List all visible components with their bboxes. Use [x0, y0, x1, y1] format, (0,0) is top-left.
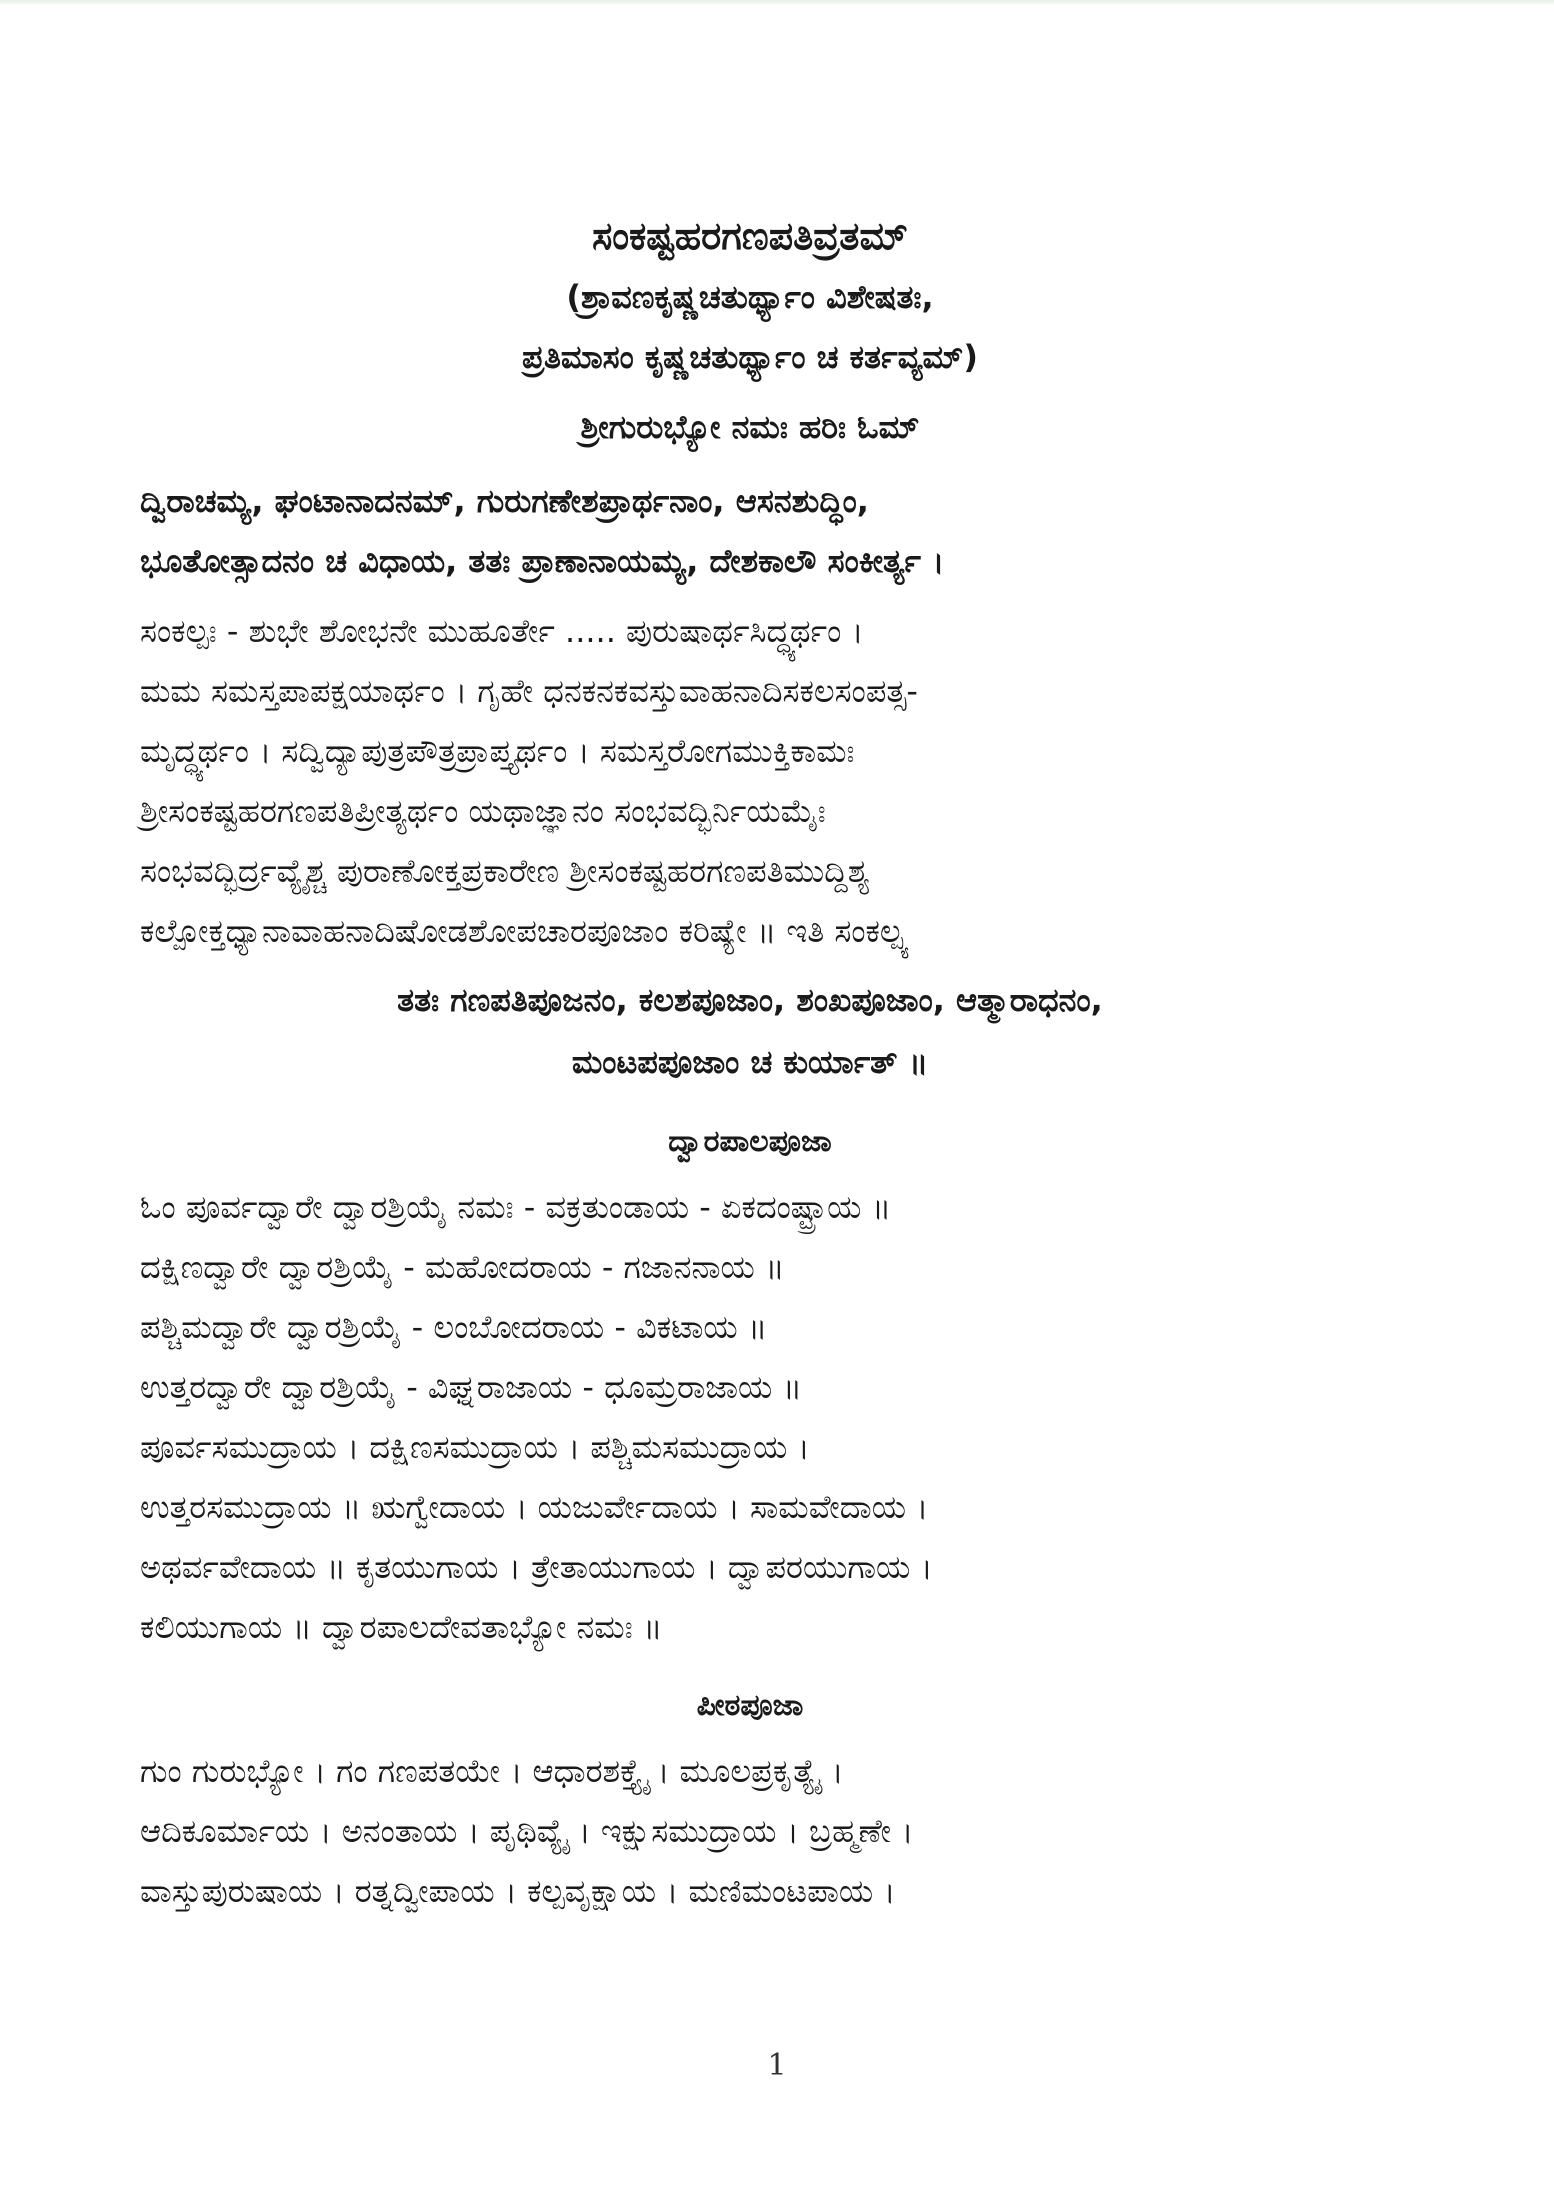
dwarapala-list: [140, 1177, 1360, 1657]
peetha-line: ಆದಿಕೂರ್ಮಾಯ । ಅನಂತಾಯ । ಪೃಥಿವ್ಯೈ । ಇಕ್ಷುಸಮುದ್ರಾಯ । ಬ್ರಹ್ಮಣೇ ।: [140, 1812, 914, 1850]
sankalpa-paragraph: [140, 601, 1360, 961]
peetha-heading: ಪೀಠಪೂಜಾ: [696, 1688, 804, 1723]
peetha-list: [140, 1741, 1360, 1921]
instruction-block: [140, 969, 1360, 1093]
invocation: ಶ್ರೀಗುರುಭ್ಯೋ ನಮಃ ಹರಿಃ ಓಮ್: [580, 408, 920, 446]
sankalpa-line: ಶ್ರೀಸಂಕಷ್ಟಹರಗಣಪತಿಪ್ರೀತ್ಯರ್ಥಂ ಯಥಾಜ್ಞಾನಂ ಸಂಭವದ್ಭಿರ್ನಿಯಮೈಃ: [140, 792, 826, 830]
dwarapala-line: ಅಥರ್ವವೇದಾಯ ॥ ಕೃತಯುಗಾಯ । ತ್ರೇತಾಯುಗಾಯ । ದ್ವಾಪರಯುಗಾಯ ।: [140, 1548, 933, 1586]
instruction-line: ಮಂಟಪಪೂಜಾಂ ಚ ಕುರ್ಯಾತ್ ॥: [571, 1043, 929, 1081]
instruction-line: ತತಃ ಗಣಪತಿಪೂಜನಂ, ಕಲಶಪೂಜಾಂ, ಶಂಖಪೂಜಾಂ, ಆತ್ಮಾರಾಧನಂ,: [397, 981, 1103, 1019]
title-block: [140, 205, 1360, 461]
sankalpa-line: ಸಂಕಲ್ಪಃ - ಶುಭೇ ಶೋಭನೇ ಮುಹೂರ್ತೇ ..... ಪುರುಷಾರ್ಥಸಿದ್ಧ್ಯರ್ಥಂ ।: [140, 612, 864, 650]
dwarapala-line: ಉತ್ತರದ್ವಾರೇ ದ್ವಾರಶ್ರಿಯೈ - ವಿಘ್ನರಾಜಾಯ - ಧೂಮ್ರರಾಜಾಯ ॥: [140, 1368, 803, 1406]
page-top-edge: [0, 0, 1554, 6]
intro-paragraph: [140, 471, 1360, 591]
dwarapala-line: ಕಲಿಯುಗಾಯ ॥ ದ್ವಾರಪಾಲದೇವತಾಭ್ಯೋ ನಮಃ ॥: [140, 1608, 663, 1646]
sankalpa-line: ಮೃದ್ಧ್ಯರ್ಥಂ । ಸದ್ವಿದ್ಯಾಪುತ್ರಪೌತ್ರಪ್ರಾಪ್ತ್ಯರ್ಥಂ । ಸಮಸ್ತರೋಗಮುಕ್ತಿಕಾಮಃ: [140, 732, 855, 770]
peetha-line: ಗುಂ ಗುರುಭ್ಯೋ । ಗಂ ಗಣಪತಯೇ । ಆಧಾರಶಕ್ತ್ಯೈ । ಮೂಲಪ್ರಕೃತ್ಯೈ ।: [140, 1752, 844, 1790]
dwarapala-line: ಪೂರ್ವಸಮುದ್ರಾಯ । ದಕ್ಷಿಣಸಮುದ್ರಾಯ । ಪಶ್ಚಿಮಸಮುದ್ರಾಯ ।: [140, 1428, 810, 1466]
subtitle-line-2: ಪ್ರತಿಮಾಸಂ ಕೃಷ್ಣಚತುರ್ಥ್ಯಾಂ ಚ ಕರ್ತವ್ಯಮ್): [522, 338, 978, 376]
sankalpa-line: ಕಲ್ಪೋಕ್ತಧ್ಯಾನಾವಾಹನಾದಿಷೋಡಶೋಪಚಾರಪೂಜಾಂ ಕರಿಷ್ಯೇ ॥ ಇತಿ ಸಂಕಲ್ಪ್ಯ: [140, 912, 909, 950]
page-number: 1: [767, 2048, 787, 2083]
page-content: [140, 205, 1360, 1921]
dwarapala-line: ಪಶ್ಚಿಮದ್ವಾರೇ ದ್ವಾರಶ್ರಿಯೈ - ಲಂಬೋದರಾಯ - ವಿಕಟಾಯ ॥: [140, 1308, 768, 1346]
intro-line: ದ್ವಿರಾಚಮ್ಯ, ಘಂಟಾನಾದನಮ್, ಗುರುಗಣೇಶಪ್ರಾರ್ಥನಾಂ, ಆಸನಶುದ್ಧಿಂ,: [140, 482, 869, 520]
subtitle-line-1: (ಶ್ರಾವಣಕೃಷ್ಣಚತುರ್ಥ್ಯಾಂ ವಿಶೇಷತಃ,: [566, 278, 934, 316]
sankalpa-line: ಸಂಭವದ್ಭಿರ್ದ್ರವ್ಯೈಶ್ಚ ಪುರಾಣೋಕ್ತಪ್ರಕಾರೇಣ ಶ್ರೀಸಂಕಷ್ಟಹರಗಣಪತಿಮುದ್ದಿಶ್ಯ: [140, 852, 870, 890]
dwarapala-line: ಉತ್ತರಸಮುದ್ರಾಯ ॥ ಋಗ್ವೇದಾಯ । ಯಜುರ್ವೇದಾಯ । ಸಾಮವೇದಾಯ ।: [140, 1488, 929, 1526]
dwarapala-line: ದಕ್ಷಿಣದ್ವಾರೇ ದ್ವಾರಶ್ರಿಯೈ - ಮಹೋದರಾಯ - ಗಜಾನನಾಯ ॥: [140, 1248, 785, 1286]
dwarapala-line: ಓಂ ಪೂರ್ವದ್ವಾರೇ ದ್ವಾರಶ್ರಿಯೈ ನಮಃ - ವಕ್ರತುಂಡಾಯ - ಏಕದಂಷ್ಟ್ರಾಯ ॥: [140, 1188, 892, 1226]
intro-line: ಭೂತೋತ್ಸಾದನಂ ಚ ವಿಧಾಯ, ತತಃ ಪ್ರಾಣಾನಾಯಮ್ಯ, ದೇಶಕಾಲೌ ಸಂಕೀರ್ತ್ಯ ।: [140, 542, 945, 580]
dwarapala-heading: ದ್ವಾರಪಾಲಪೂಜಾ: [668, 1124, 832, 1159]
page-title: ಸಂಕಷ್ಟಹರಗಣಪತಿವ್ರತಮ್: [592, 214, 908, 258]
sankalpa-line: ಮಮ ಸಮಸ್ತಪಾಪಕ್ಷಯಾರ್ಥಂ । ಗೃಹೇ ಧನಕನಕವಸ್ತುವಾಹನಾದಿಸಕಲಸಂಪತ್ಸ-: [140, 672, 918, 710]
peetha-line: ವಾಸ್ತುಪುರುಷಾಯ । ರತ್ನದ್ವೀಪಾಯ । ಕಲ್ಪವೃಕ್ಷಾಯ । ಮಣಿಮಂಟಪಾಯ ।: [140, 1872, 896, 1910]
